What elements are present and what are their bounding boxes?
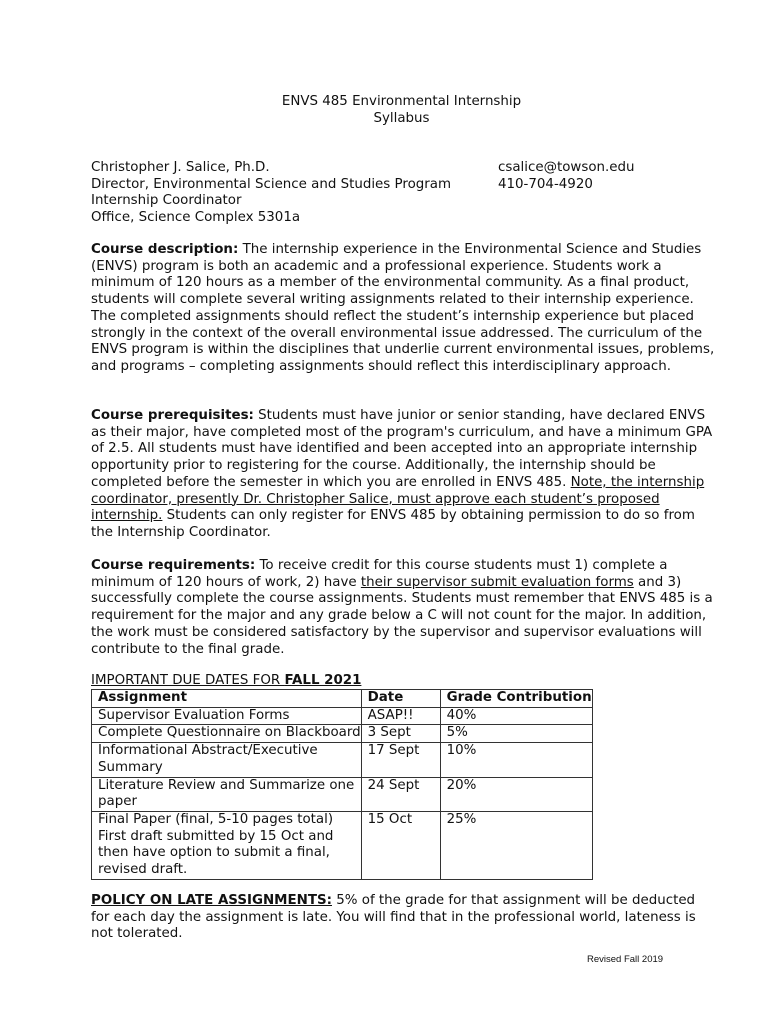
due-dates-term: FALL 2021 — [284, 673, 362, 688]
date-cell: 3 Sept — [361, 725, 440, 743]
grade-cell: 25% — [440, 811, 592, 879]
contact-name: Christopher J. Salice, Ph.D. — [91, 160, 270, 175]
column-header-date: Date — [361, 690, 440, 708]
syllabus-subtitle: Syllabus — [373, 111, 430, 126]
date-cell: ASAP!! — [361, 707, 440, 725]
table-row — [92, 725, 593, 743]
course-requirements-label: Course requirements: — [91, 558, 256, 573]
contact-phone: 410-704-4920 — [498, 177, 593, 192]
course-description — [91, 242, 716, 376]
column-header-grade: Grade Contribution — [440, 690, 592, 708]
late-policy-text: 5% of the grade for that assignment will be deducted for each day the assignment is late. You will find that in the professional world, lateness is not tolerated. — [91, 893, 696, 942]
assignment-cell: Literature Review and Summarize one paper — [92, 777, 362, 811]
table-row — [92, 743, 593, 777]
assignment-cell: Supervisor Evaluation Forms — [92, 707, 362, 725]
syllabus-title: ENVS 485 Environmental Internship — [281, 94, 522, 109]
contact-office: Office, Science Complex 5301a — [91, 210, 301, 225]
prerequisites-approval-note: Note, the internship coordinator, presently Dr. Christopher Salice, must approve each student’s proposed internship. — [91, 474, 705, 524]
assignment-cell: Complete Questionnaire on Blackboard — [92, 725, 362, 743]
table-row — [92, 777, 593, 811]
course-description-text: The internship experience in the Environmental Science and Studies (ENVS) program is both an academic and a professional experience. Students work a minimum of 120 hours as a member of the environmental community. As a final product, students will complete several writing assignments related to their internship experience. The completed assignments should reflect the student’s internship experience but placed strongly in the context of the overall environmental issue addressed. The curriculum of the ENVS program is within the disciplines that underlie current environmental issues, problems, and programs – completing assignments should reflect this interdisciplinary approach. — [91, 242, 715, 374]
contact-email[interactable]: csalice@towson.edu — [498, 160, 635, 175]
table-row — [92, 707, 593, 725]
course-requirements — [91, 558, 716, 658]
late-policy — [91, 893, 716, 943]
grade-cell: 5% — [440, 725, 592, 743]
assignment-cell: Informational Abstract/Executive Summary — [92, 743, 362, 777]
due-dates-heading-text: IMPORTANT DUE DATES FOR — [91, 673, 285, 688]
requirements-evaluation-forms: their supervisor submit evaluation forms — [360, 574, 634, 590]
course-prerequisites-label: Course prerequisites: — [91, 408, 254, 423]
grade-cell: 20% — [440, 777, 592, 811]
table-row — [92, 811, 593, 879]
prerequisites-text-2: Students can only register for ENVS 485 by obtaining permission to do so from the Internship Coordinator. — [91, 508, 695, 540]
grade-cell: 10% — [440, 743, 592, 777]
date-cell: 24 Sept — [361, 777, 440, 811]
assignment-cell: Final Paper (final, 5-10 pages total) First draft submitted by 15 Oct and then have option to submit a final, revised draft. — [92, 811, 362, 879]
requirements-text-2: and 3) successfully complete the course assignments. Students must remember that ENVS 485 is a requirement for the major and any grade below a C will not count for the major. In addition, the work must be considered satisfactory by the supervisor and supervisor evaluations will contribute to the final grade. — [91, 574, 713, 657]
contact-role: Director, Environmental Science and Studies Program — [91, 177, 452, 192]
date-cell: 15 Oct — [361, 811, 440, 879]
due-dates-heading — [91, 673, 361, 690]
course-prerequisites — [91, 408, 716, 542]
table-header-row — [92, 690, 593, 708]
due-dates-table — [91, 689, 593, 880]
column-header-assignment: Assignment — [92, 690, 362, 708]
grade-cell: 40% — [440, 707, 592, 725]
prerequisites-text-1: Students must have junior or senior standing, have declared ENVS as their major, have completed most of the program's curriculum, and have a minimum GPA of 2.5. All students must have identified and been accepted into an appropriate internship opportunity prior to registering for the course. Additionally, the internship should be completed before the semester in which you are enrolled in ENVS 485. — [91, 408, 713, 490]
revision-footer: Revised Fall 2019 — [587, 954, 664, 965]
requirements-text-1: To receive credit for this course students must 1) complete a minimum of 120 hours of work, 2) have — [91, 558, 668, 590]
contact-role-2: Internship Coordinator — [91, 193, 242, 208]
date-cell: 17 Sept — [361, 743, 440, 777]
late-policy-label: POLICY ON LATE ASSIGNMENTS: — [91, 893, 332, 908]
course-description-label: Course description: — [91, 242, 239, 257]
